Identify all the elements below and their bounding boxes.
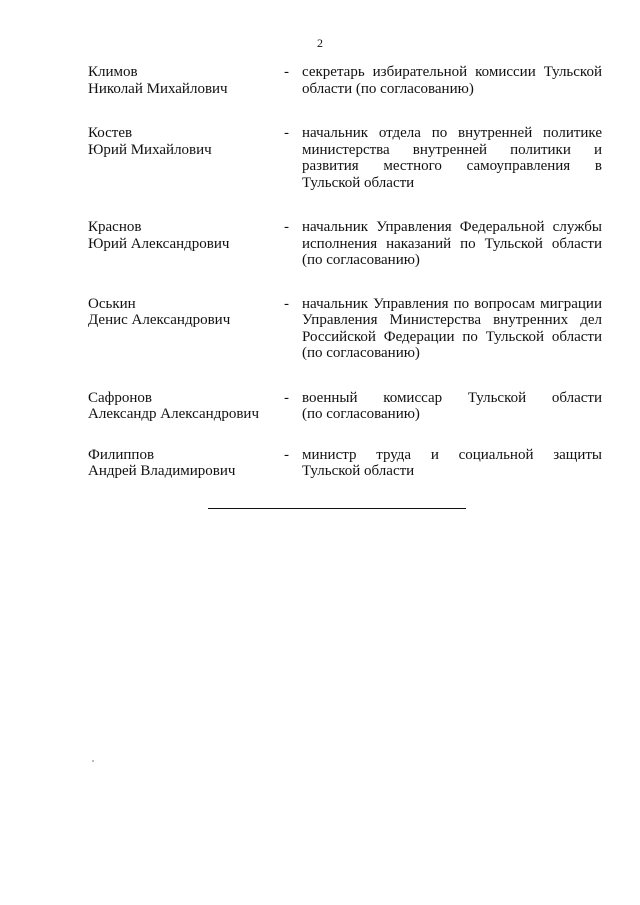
dash-separator: - — [284, 125, 289, 141]
member-given-names: Николай Михайлович — [88, 80, 228, 97]
member-role — [302, 125, 602, 191]
member-roster — [88, 64, 602, 480]
end-of-list-rule — [208, 508, 466, 509]
dash-separator: - — [284, 446, 289, 463]
member-entry-safronov — [88, 390, 602, 423]
member-name — [88, 125, 284, 158]
role-line: Тульской области — [302, 463, 415, 479]
member-surname: Костев — [88, 125, 133, 141]
role-line: секретарь избирательной комиссии Тульской — [302, 64, 602, 80]
role-line: (по согласованию) — [302, 345, 420, 361]
member-role — [302, 219, 602, 269]
member-entry-oskin — [88, 296, 602, 362]
member-name — [88, 64, 284, 97]
member-role — [302, 447, 602, 480]
page-number: 2 — [317, 36, 323, 50]
role-line: министерства внутренней политики и — [302, 141, 602, 158]
member-surname: Краснов — [88, 219, 142, 235]
role-line: начальник Управления Федеральной службы — [302, 219, 602, 235]
role-line: Российской Федерации по Тульской области — [302, 328, 602, 345]
dash-separator: - — [284, 219, 289, 235]
role-line: военный комиссар Тульской области — [302, 389, 602, 406]
member-given-names: Юрий Михайлович — [88, 141, 212, 158]
dash-separator: - — [284, 64, 289, 80]
role-line: области (по согласованию) — [302, 80, 474, 97]
scan-speck — [92, 760, 94, 762]
member-entry-krasnov — [88, 219, 602, 269]
member-given-names: Александр Александрович — [88, 406, 259, 422]
member-surname: Оськин — [88, 295, 136, 312]
member-given-names: Андрей Владимирович — [88, 463, 236, 479]
member-role — [302, 64, 602, 97]
role-line: министр труда и социальной защиты — [302, 446, 602, 463]
member-name — [88, 296, 284, 329]
role-line: Управления Министерства внутренних дел — [302, 312, 602, 328]
role-line: Тульской области — [302, 174, 415, 191]
member-given-names: Денис Александрович — [88, 312, 231, 328]
member-name — [88, 447, 284, 480]
member-surname: Сафронов — [88, 389, 152, 406]
member-role — [302, 296, 602, 362]
member-name — [88, 390, 284, 423]
member-role — [302, 390, 602, 423]
member-entry-filippov — [88, 447, 602, 480]
dash-separator: - — [284, 295, 289, 312]
role-line: (по согласованию) — [302, 406, 420, 422]
member-given-names: Юрий Александрович — [88, 235, 230, 252]
role-line: начальник Управления по вопросам миграции — [302, 295, 602, 312]
member-surname: Филиппов — [88, 446, 155, 463]
role-line: развития местного самоуправления в — [302, 158, 602, 174]
dash-separator: - — [284, 389, 289, 406]
member-surname: Климов — [88, 64, 138, 80]
role-line: исполнения наказаний по Тульской области — [302, 235, 602, 252]
member-name — [88, 219, 284, 252]
member-entry-kostev — [88, 125, 602, 191]
member-entry-klimov — [88, 64, 602, 97]
role-line: начальник отдела по внутренней политике — [302, 125, 602, 141]
role-line: (по согласованию) — [302, 252, 420, 268]
